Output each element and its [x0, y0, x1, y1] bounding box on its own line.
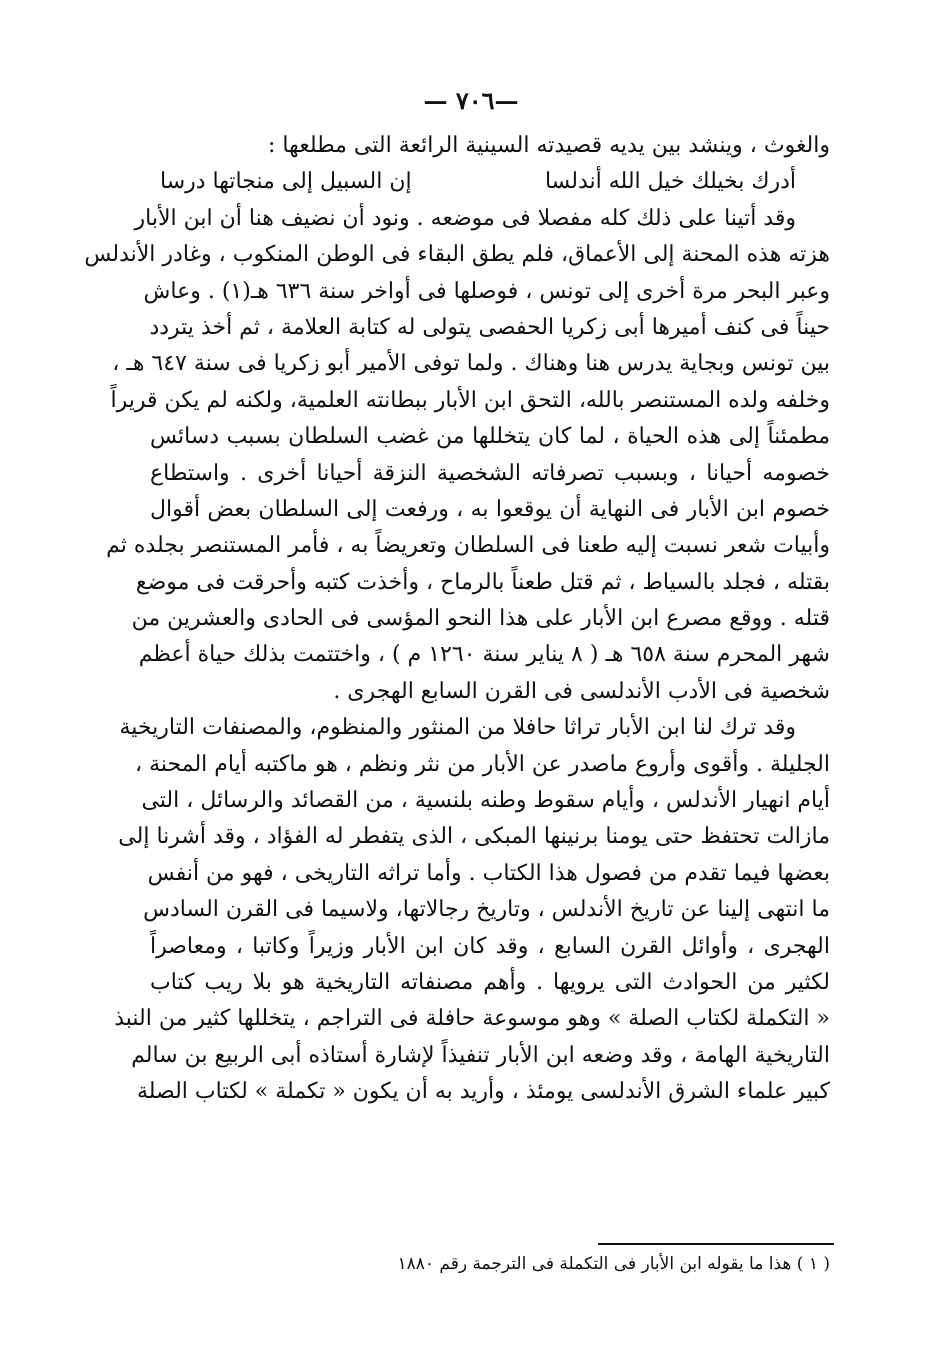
text-line: خصوم ابن الأبار فى النهاية أن يوقعوا به ، ورفعت إلى السلطان بعض أقوال: [150, 496, 830, 522]
text-line: وأبيات شعر نسبت إليه طعنا فى السلطان وتعريضاً به ، فأمر المستنصر بجلده ثم: [106, 533, 830, 559]
text-line: وخلفه ولده المستنصر بالله، التحق ابن الأبار ببطانته العلمية، ولكنه لم يكن قريراً: [110, 387, 830, 413]
text-line: خصومه أحيانا ، وبسبب تصرفاته الشخصية النزقة أحيانا أخرى . واستطاع: [150, 460, 830, 486]
text-line: الهجرى ، وأوائل القرن السابع ، وقد كان ابن الأبار وزيراً وكاتبا ، ومعاصراً: [150, 933, 830, 959]
text-line: وقد أتينا على ذلك كله مفصلا فى موضعه . ونود أن نضيف هنا أن ابن الأبار: [134, 205, 796, 231]
text-line: التاريخية الهامة ، وقد وضعه ابن الأبار تنفيذاً لإشارة أستاذه أبى الربيع بن سالم: [131, 1042, 830, 1068]
text-line: والغوث ، وينشد بين يديه قصيدته السينية الرائعة التى مطلعها :: [267, 133, 830, 158]
text-line: شهر المحرم سنة ٦٥٨ هـ ( ٨ يناير سنة ١٢٦٠ م ) ، واختتمت بذلك حياة أعظم: [138, 642, 830, 668]
text-line: لكثير من الحوادث التى يرويها . وأهم مصنفاته التاريخية هو بلا ريب كتاب: [150, 969, 830, 995]
text-line: وقد ترك لنا ابن الأبار تراثا حافلا من المنثور والمنظوم، والمصنفات التاريخية: [119, 715, 796, 741]
footnote: ( ١ ) هذا ما يقوله ابن الأبار فى التكملة فى الترجمة رقم ١٨٨٠: [397, 1254, 830, 1274]
text-line: هزته هذه المحنة إلى الأعماق، فلم يطق البقاء فى الوطن المنكوب ، وغادر الأندلس: [84, 242, 830, 268]
text-line: قتله . ووقع مصرع ابن الأبار على هذا النحو المؤسى فى الحادى والعشرين من: [131, 606, 830, 632]
main-text: [84, 128, 830, 1111]
poem-verse: [150, 164, 830, 200]
text-line: ما انتهى إلينا عن تاريخ الأندلس ، وتاريخ رجالاتها، ولاسيما فى القرن السادس: [143, 897, 830, 923]
text-line: شخصية فى الأدب الأندلسى فى القرن السابع الهجرى .: [333, 678, 830, 704]
verse-first-hemistich: أدرك بخيلك خيل الله أندلسا: [544, 169, 796, 195]
text-line: أيام انهيار الأندلس ، وأيام سقوط وطنه بلنسية ، من القصائد والرسائل ، التى: [141, 788, 830, 814]
text-line: كبير علماء الشرق الأندلسى يومئذ ، وأريد به أن يكون « تكملة » لكتاب الصلة: [136, 1079, 830, 1105]
footnote-divider: [598, 1243, 834, 1245]
text-line: بين تونس وبجاية يدرس هنا وهناك . ولما توفى الأمير أبو زكريا فى سنة ٦٤٧ هـ ،: [112, 351, 830, 377]
text-line: مازالت تحتفظ حتى يومنا برنينها المبكى ، الذى يتفطر له الفؤاد ، وقد أشرنا إلى: [118, 824, 830, 850]
text-line: الجليلة . وأقوى وأروع ماصدر عن الأبار من نثر ونظم ، هو ماكتبه أيام المحنة ،: [135, 751, 830, 777]
verse-second-hemistich: إن السبيل إلى منجاتها درسا: [160, 169, 412, 195]
text-line: بقتله ، فجلد بالسياط ، ثم قتل طعناً بالرماح ، وأخذت كتبه وأحرقت فى موضع: [135, 569, 830, 595]
page-number: — ٧٠٦—: [423, 86, 519, 115]
text-line: مطمئناً إلى هذه الحياة ، لما كان يتخللها من غضب السلطان بسبب دسائس: [150, 424, 830, 450]
text-line: « التكملة لكتاب الصلة » وهو موسوعة حافلة فى التراجم ، يتخللها كثير من النبذ: [114, 1006, 830, 1032]
text-line: وعبر البحر مرة أخرى إلى تونس ، فوصلها فى أواخر سنة ٦٣٦ هـ(١) . وعاش: [143, 278, 830, 304]
text-line: بعضها فيما تقدم من فصول هذا الكتاب . وأما تراثه التاريخى ، فهو من أنفس: [147, 860, 830, 886]
text-line: حيناً فى كنف أميرها أبى زكريا الحفصى يتولى له كتابة العلامة ، ثم أخذ يتردد: [149, 314, 830, 340]
